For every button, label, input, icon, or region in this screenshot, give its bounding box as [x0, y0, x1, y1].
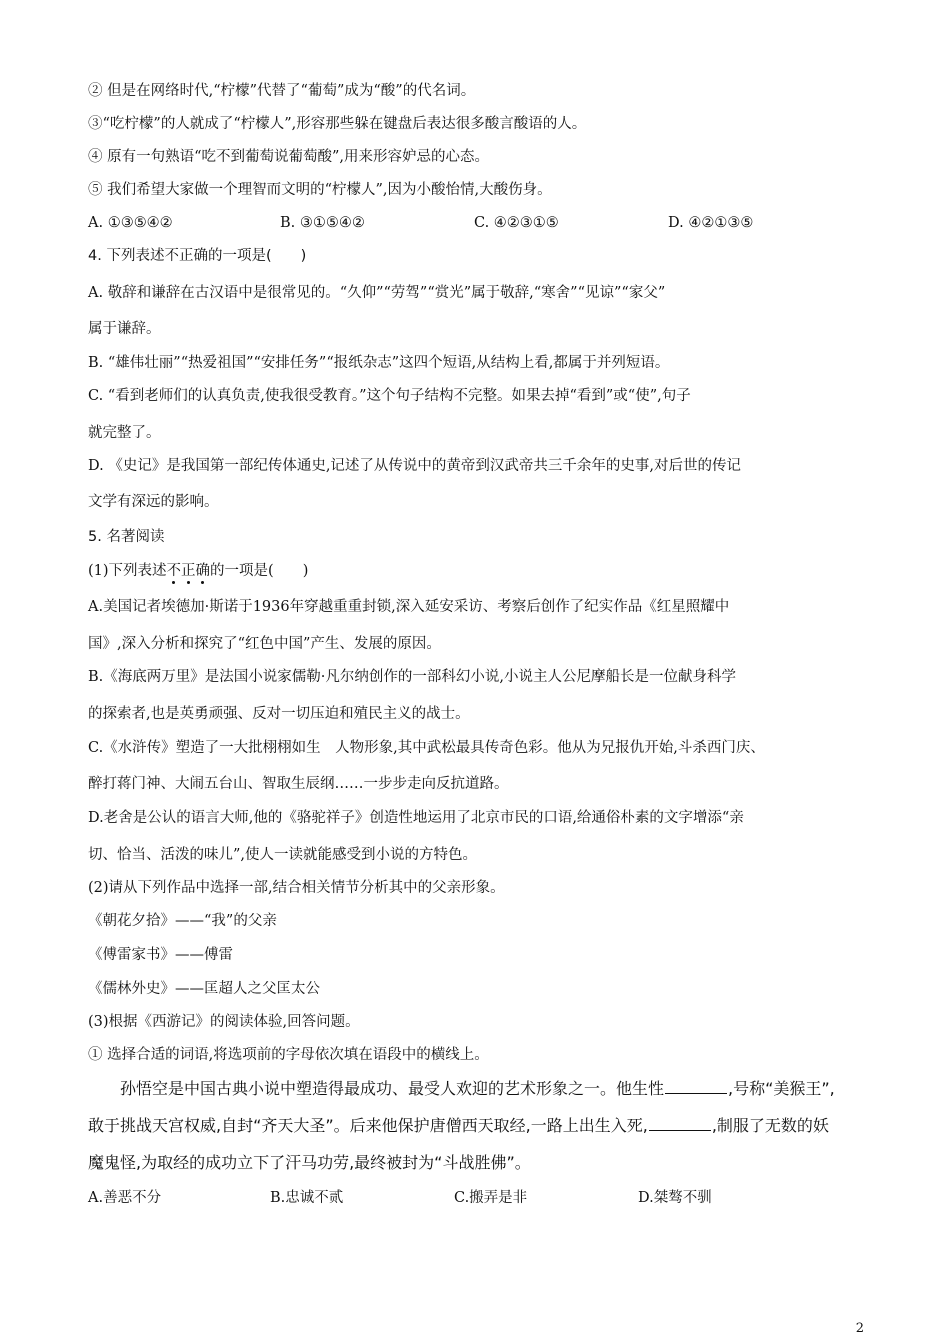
answer-blank-1 — [665, 1079, 727, 1094]
q5-option-b-line2: 的探索者,也是英勇顽强、反对一切压迫和殖民主义的战士。 — [88, 706, 470, 722]
q5-stem: 5. 名著阅读 — [88, 529, 165, 545]
page-number: 2 — [855, 1321, 864, 1336]
q5-word-option-b: B.忠诚不贰 — [270, 1190, 344, 1206]
q3-option-d: D. ④②①③⑤ — [668, 215, 754, 231]
q4-option-c-line2: 就完整了。 — [88, 425, 161, 441]
q3-sentence-2: ② 但是在网络时代,“柠檬”代替了“葡萄”成为“酸”的代名词。 — [88, 83, 476, 99]
q5-part1-pre: (1)下列表述 — [88, 563, 167, 579]
q4-option-c-line1: C. “看到老师们的认真负责,使我很受教育。”这个句子结构不完整。如果去掉“看到”或“使”,句子 — [88, 388, 691, 404]
q5-option-d-line2: 切、恰当、活泼的味儿”,使人一读就能感受到小说的方特色。 — [88, 847, 478, 863]
q5-option-a-line2: 国》,深入分析和探究了“红色中国”产生、发展的原因。 — [88, 636, 441, 652]
passage-line-2-post: ,制服了无数的妖 — [711, 1116, 829, 1135]
q5-word-option-a: A.善恶不分 — [88, 1190, 162, 1206]
q5-part2-stem: (2)请从下列作品中选择一部,结合相关情节分析其中的父亲形象。 — [88, 880, 505, 896]
q4-option-a-line2: 属于谦辞。 — [88, 321, 161, 337]
q5-work-3: 《儒林外史》——匡超人之父匡太公 — [88, 981, 320, 997]
q5-word-option-c: C.搬弄是非 — [454, 1190, 528, 1206]
passage-line-1-post: ,号称“美猴王”, — [728, 1079, 835, 1098]
q4-stem: 4. 下列表述不正确的一项是( ) — [88, 248, 307, 264]
q3-sentence-4: ④ 原有一句熟语“吃不到葡萄说葡萄酸”,用来形容妒忌的心态。 — [88, 149, 490, 165]
q5-part1-stem — [88, 561, 308, 581]
q5-option-a-line1: A.美国记者埃德加·斯诺于1936年穿越重重封锁,深入延安采访、考察后创作了纪实作品《红星照耀中 — [88, 599, 730, 615]
q5-work-2: 《傅雷家书》——傅雷 — [88, 947, 233, 963]
q5-part3-stem: (3)根据《西游记》的阅读体验,回答问题。 — [88, 1014, 360, 1030]
q5-option-b-line1: B.《海底两万里》是法国小说家儒勒·凡尔纳创作的一部科幻小说,小说主人公尼摩船长是一位献身科学 — [88, 669, 736, 685]
q5-part3-sub1: ① 选择合适的词语,将选项前的字母依次填在语段中的横线上。 — [88, 1047, 489, 1063]
q5-option-d-line1: D.老舍是公认的语言大师,他的《骆驼祥子》创造性地运用了北京市民的口语,给通俗朴素的文字增添“亲 — [88, 810, 744, 826]
q3-sentence-3: ③“吃柠檬”的人就成了“柠檬人”,形容那些躲在键盘后表达很多酸言酸语的人。 — [88, 116, 587, 132]
passage-line-1-pre: 孙悟空是中国古典小说中塑造得最成功、最受人欢迎的艺术形象之一。他生性 — [120, 1079, 665, 1098]
q3-option-a: A. ①③⑤④② — [88, 215, 173, 231]
answer-blank-2 — [649, 1116, 711, 1131]
q5-work-1: 《朝花夕拾》——“我”的父亲 — [88, 913, 277, 929]
q3-sentence-5: ⑤ 我们希望大家做一个理智而文明的“柠檬人”,因为小酸怡情,大酸伤身。 — [88, 182, 552, 198]
q4-option-b: B. “雄伟壮丽”“热爱祖国”“安排任务”“报纸杂志”这四个短语,从结构上看,都属于并列短语。 — [88, 355, 670, 371]
q5-word-option-d: D.桀骜不驯 — [638, 1190, 712, 1206]
q3-option-b: B. ③①⑤④② — [280, 215, 365, 231]
q3-option-c: C. ④②③①⑤ — [474, 215, 559, 231]
passage-line-3: 魔鬼怪,为取经的成功立下了汗马功劳,最终被封为“斗战胜佛”。 — [88, 1153, 531, 1172]
emphasis-char: 正 — [181, 563, 196, 579]
passage-line-1 — [120, 1078, 835, 1100]
q5-option-c-line1: C.《水浒传》塑造了一大批栩栩如生 人物形象,其中武松最具传奇色彩。他从为兄报仇开始,斗杀西门庆、 — [88, 740, 765, 756]
emphasis-char: 不 — [166, 563, 182, 579]
q5-option-c-line2: 醉打蒋门神、大闹五台山、智取生辰纲……一步步走向反抗道路。 — [88, 776, 509, 792]
q4-option-d-line1: D. 《史记》是我国第一部纪传体通史,记述了从传说中的黄帝到汉武帝共三千余年的史事,对后世的传记 — [88, 458, 742, 474]
q5-part1-post: 的一项是( ) — [210, 563, 309, 579]
q4-option-d-line2: 文学有深远的影响。 — [88, 494, 219, 510]
q4-option-a-line1: A. 敬辞和谦辞在古汉语中是很常见的。“久仰”“劳驾”“赏光”属于敬辞,“寒舍”“见谅”“家父” — [88, 285, 666, 301]
passage-line-2 — [88, 1115, 829, 1137]
emphasis-char: 确 — [195, 563, 211, 579]
passage-line-2-pre: 敢于挑战天宫权威,自封“齐天大圣”。后来他保护唐僧西天取经,一路上出生入死, — [88, 1116, 648, 1135]
